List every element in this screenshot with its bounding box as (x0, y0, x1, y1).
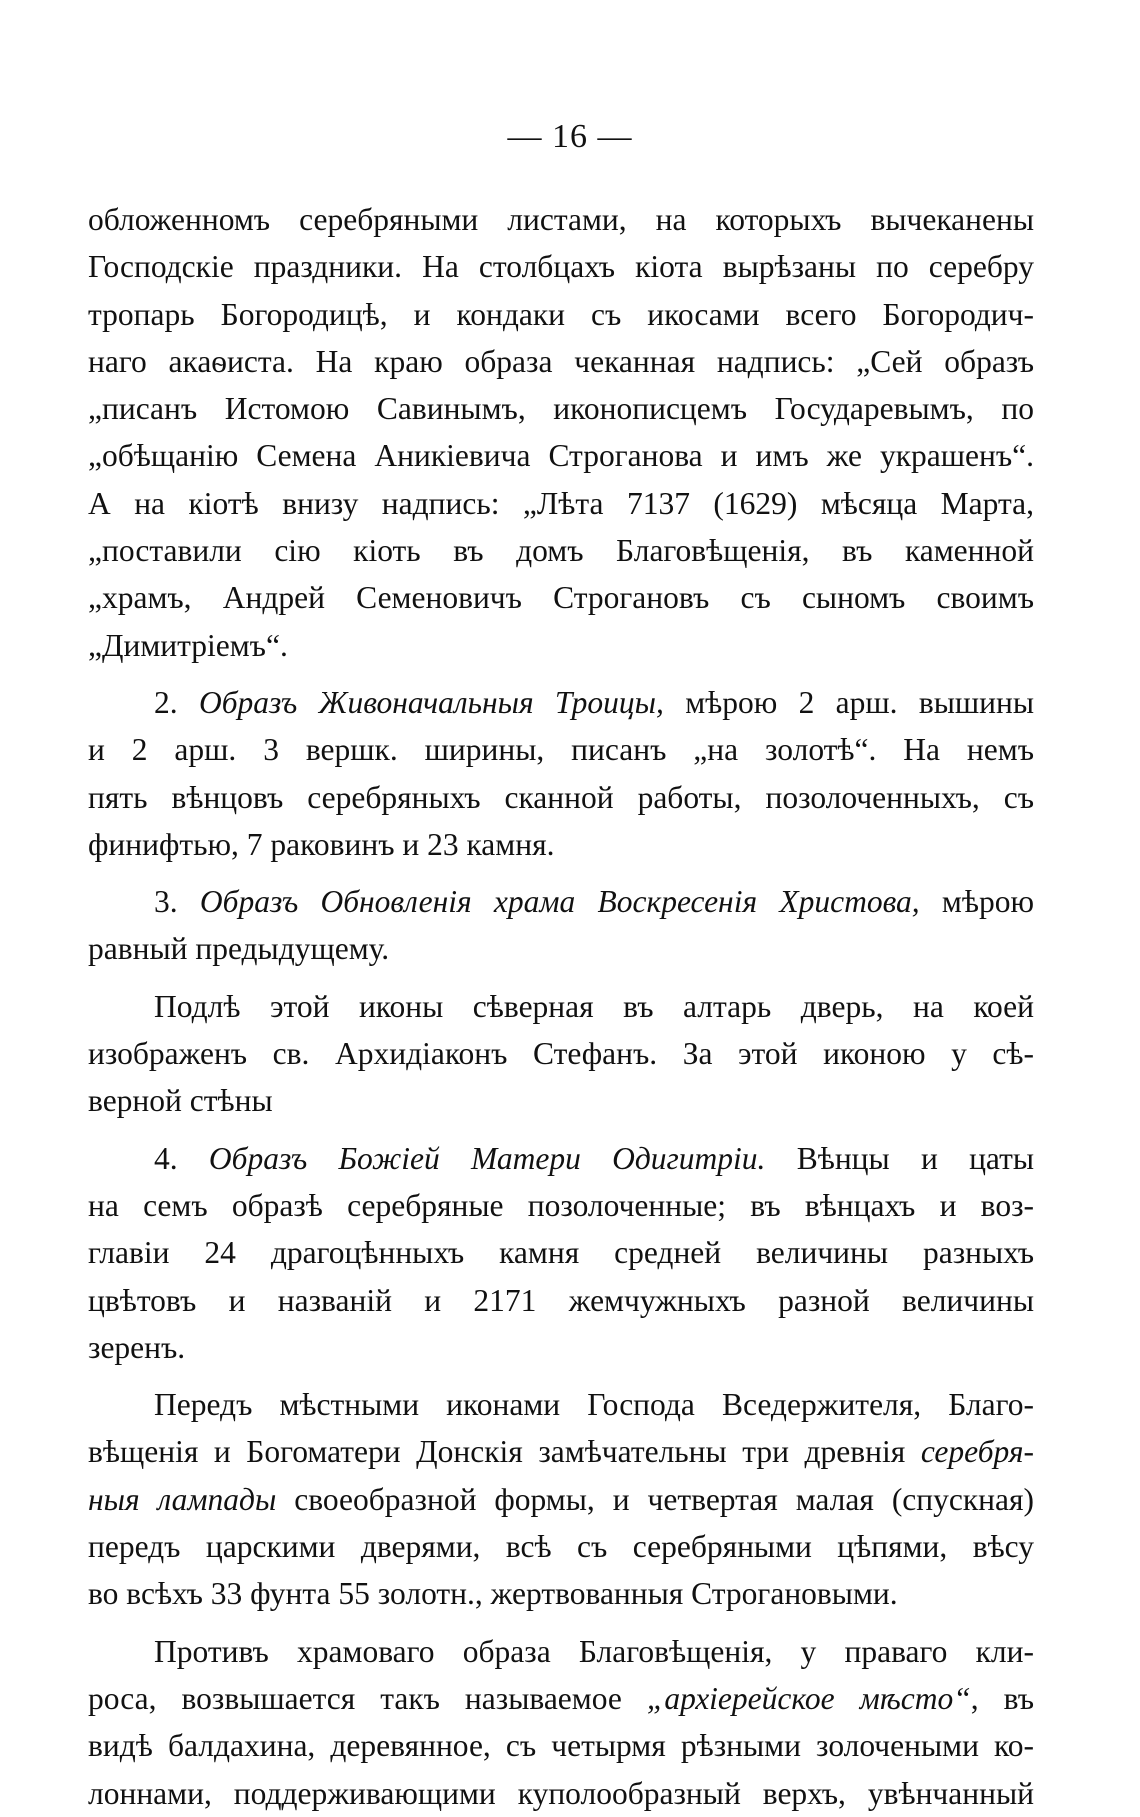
text-line: „храмъ, Андрей Семеновичъ Строгановъ съ сыномъ своимъ (88, 580, 1034, 616)
text-line: „поставили сію кіоть въ домъ Благовѣщенія, въ каменной (88, 533, 1034, 569)
page-number: — 16 — (507, 118, 633, 155)
text-line (88, 679, 1034, 726)
text-line: главіи 24 драгоцѣнныхъ камня средней величины разныхъ (88, 1235, 1034, 1271)
text-line: обложенномъ серебряными листами, на которыхъ вычеканены (88, 202, 1034, 237)
text-fragment: Вѣнцы и цаты (796, 1140, 1035, 1176)
text-line: Господскіе праздники. На столбцахъ кіота вырѣзаны по серебру (88, 249, 1034, 285)
paragraph-6 (88, 1381, 1034, 1617)
item-title: Образъ Божіей Матери Одигитріи. (208, 1140, 766, 1176)
text-line: верной стѣны (88, 1083, 273, 1119)
text-line: „обѣщанію Семена Аникіевича Строганова и имъ же украшенъ“. (88, 438, 1034, 474)
item-number: 4. (154, 1140, 178, 1176)
item-number: 3. (154, 884, 178, 920)
text-line: Подлѣ этой иконы сѣверная въ алтарь дверь, на коей (154, 988, 1034, 1024)
text-line: „Димитріемъ“. (88, 627, 288, 663)
item-title: Образъ Живоначальныя Троицы, (198, 684, 664, 720)
text-fragment: роса, возвышается такъ называемое (88, 1680, 622, 1716)
text-line: тропарь Богородицѣ, и кондаки съ икосами всего Богородич- (88, 296, 1034, 332)
text-line: Противъ храмоваго образа Благовѣщенія, у праваго кли- (154, 1633, 1034, 1669)
text-line: видѣ балдахина, деревянное, съ четырмя рѣзными золочеными ко- (88, 1728, 1034, 1764)
paragraph-3 (88, 878, 1034, 973)
text-fragment: мѣрою 2 арш. вышины (685, 684, 1035, 720)
text-line: равный предыдущему. (88, 931, 390, 967)
text-line (88, 878, 1034, 925)
text-fragment: , въ (970, 1680, 1034, 1716)
paragraph-4 (88, 983, 1034, 1125)
text-line: финифтью, 7 раковинъ и 23 камня. (88, 826, 555, 862)
text-line (88, 1135, 1034, 1182)
text-line: лоннами, поддерживающими куполообразный верхъ, увѣнчанный (88, 1775, 1034, 1811)
text-line: А на кіотѣ внизу надпись: „Лѣта 7137 (1629) мѣсяца Марта, (88, 485, 1034, 521)
italic-fragment: серебря- (920, 1434, 1035, 1470)
item-title: Образъ Обновленія храма Воскресенія Христова, (199, 884, 920, 920)
text-line (88, 1428, 1034, 1475)
paragraph-7 (88, 1628, 1034, 1817)
text-line: и 2 арш. 3 вершк. ширины, писанъ „на золотѣ“. На немъ (88, 732, 1034, 768)
text-line: Передъ мѣстными иконами Господа Вседержителя, Благо- (154, 1387, 1034, 1423)
text-line: на семъ образѣ серебряные позолоченные; въ вѣнцахъ и воз- (88, 1187, 1034, 1223)
text-fragment: своеобразной формы, и четвертая малая (спускная) (294, 1481, 1034, 1517)
text-line: „писанъ Истомою Савинымъ, иконописцемъ Государевымъ, по (88, 391, 1034, 427)
paragraph-1 (88, 196, 1034, 669)
item-number: 2. (154, 684, 178, 720)
text-fragment: мѣрою (941, 884, 1034, 920)
paragraph-5 (88, 1135, 1034, 1371)
text-line (88, 1476, 1034, 1523)
text-line: передъ царскими дверями, всѣ съ серебряными цѣпями, вѣсу (88, 1529, 1034, 1565)
text-line (88, 1675, 1034, 1722)
text-fragment: вѣщенія и Богоматери Донскія замѣчательны три древнія (88, 1434, 906, 1470)
text-line: изображенъ св. Архидіаконъ Стефанъ. За этой иконою у сѣ- (88, 1036, 1034, 1072)
body-text (88, 196, 1034, 1817)
text-line: во всѣхъ 33 фунта 55 золотн., жертвованныя Строгановыми. (88, 1576, 898, 1612)
italic-fragment: ныя лампады (88, 1481, 277, 1517)
text-line: пять вѣнцовъ серебряныхъ сканной работы, позолоченныхъ, съ (88, 779, 1034, 815)
text-line: наго акаѳиста. На краю образа чеканная надпись: „Сей образъ (88, 343, 1034, 379)
paragraph-2 (88, 679, 1034, 868)
text-line: цвѣтовъ и названій и 2171 жемчужныхъ разной величины (88, 1282, 1034, 1318)
text-line: зеренъ. (88, 1329, 186, 1365)
italic-fragment: „архіерейское мѣсто“ (646, 1680, 971, 1716)
